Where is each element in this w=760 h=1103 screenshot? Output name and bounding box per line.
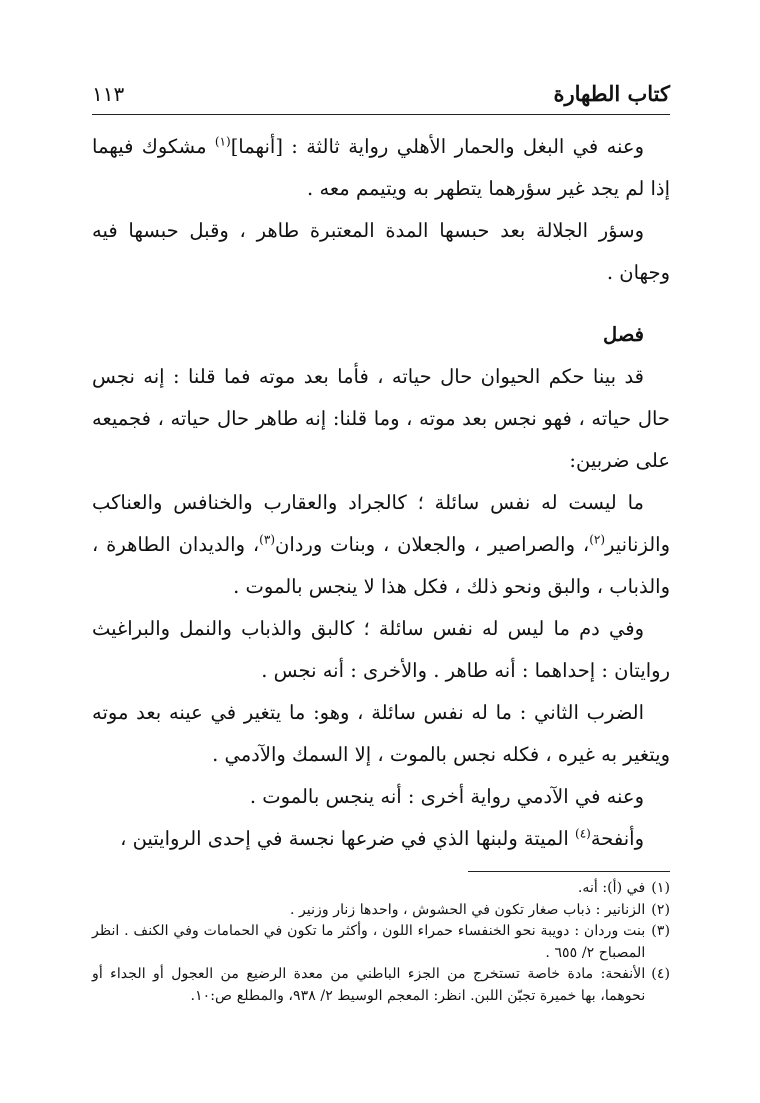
chapter-title: كتاب الطهارة [553,81,670,106]
paragraph-text: ، والصراصير ، والجعلان ، وبنات وردان [275,533,590,556]
footnote-number: (٢) [651,901,670,918]
footnote-3 [92,921,670,964]
footnote-ref-4: (٤) [575,826,591,841]
footnote-divider [468,871,670,872]
main-text [92,126,670,860]
paragraph-text: ما ليست له نفس سائلة ؛ كالجراد والعقارب والخنافس والعناكب والزنانير [92,491,670,556]
paragraph-human: وعنه في الآدمي رواية أخرى : أنه ينجس بالموت . [249,785,644,808]
paragraph-blood: وفي دم ما ليس له نفس سائلة ؛ كالبق والذباب والنمل والبراغيث روايتان : إحداهما : أنه طاهر . والأخرى : أنه نجس . [92,617,670,682]
page-header [92,78,670,115]
footnote-number: (٣) [651,923,670,939]
footnote-ref-3: (٣) [259,532,275,547]
page-number: ١١٣ [92,82,125,106]
paragraph-first-kind [92,482,670,608]
footnote-number: (٤) [651,966,670,982]
paragraph-rennet [92,818,670,860]
footnote-ref-1: (١) [214,134,231,149]
footnote-text: في (أ): أنه. [577,880,646,896]
paragraph-text: وأنفحة [590,827,644,850]
footnotes [92,878,670,1007]
paragraph-text: ، والديدان الطاهرة ، والذباب ، والبق ونحو ذلك ، فكل هذا لا ينجس بالموت . [92,533,670,598]
footnote-text: بنت وردان : دويبة نحو الخنفساء حمراء اللون ، وأكثر ما تكون في الحمامات وفي الكنف . انظر المصباح ٢/ ٦٥٥ . [92,923,646,961]
footnote-text: الزنانير : ذباب صغار تكون في الحشوش ، واحدها زنار وزنير . [289,901,646,918]
paragraph-jallala: وسؤر الجلالة بعد حبسها المدة المعتبرة طاهر ، وقبل حبسها فيه وجهان . [92,219,670,284]
footnote-1 [92,878,670,900]
paragraph-mule-donkey [92,126,670,210]
footnote-number: (١) [651,880,670,896]
paragraph-text: وعنه في البغل والحمار الأهلي رواية ثالثة : [أنهما] [230,135,644,158]
paragraph-animal-ruling: قد بينا حكم الحيوان حال حياته ، فأما بعد موته فما قلنا : إنه نجس حال حياته ، فهو نجس بعد موته ، وما قلنا: إنه طاهر حال حياته ، فجميعه على ضربين: [92,365,670,472]
footnote-2 [92,900,670,922]
paragraph-text: الميتة ولبنها الذي في ضرعها نجسة في إحدى الروايتين ، [120,827,575,850]
paragraph-second-kind: الضرب الثاني : ما له نفس سائلة ، وهو: ما يتغير في عينه بعد موته ويتغير به غيره ، فكله نجس بالموت ، إلا السمك والآدمي . [92,701,670,766]
paragraph-text: مشكوك فيهما إذا لم يجد غير سؤرهما يتطهر به ويتيمم معه . [92,135,670,200]
section-heading: فصل [603,323,644,346]
footnote-ref-2: (٢) [589,532,606,547]
footnote-4 [92,964,670,1007]
footnote-text: الأنفحة: مادة خاصة تستخرج من الجزء الباطني من معدة الرضيع من العجول أو الجداء أو نحوهما، بها خميرة تجبّن اللبن. انظر: المعجم الوسيط ٢/ ٩٣٨، والمطلع ص:١٠. [92,966,646,1004]
